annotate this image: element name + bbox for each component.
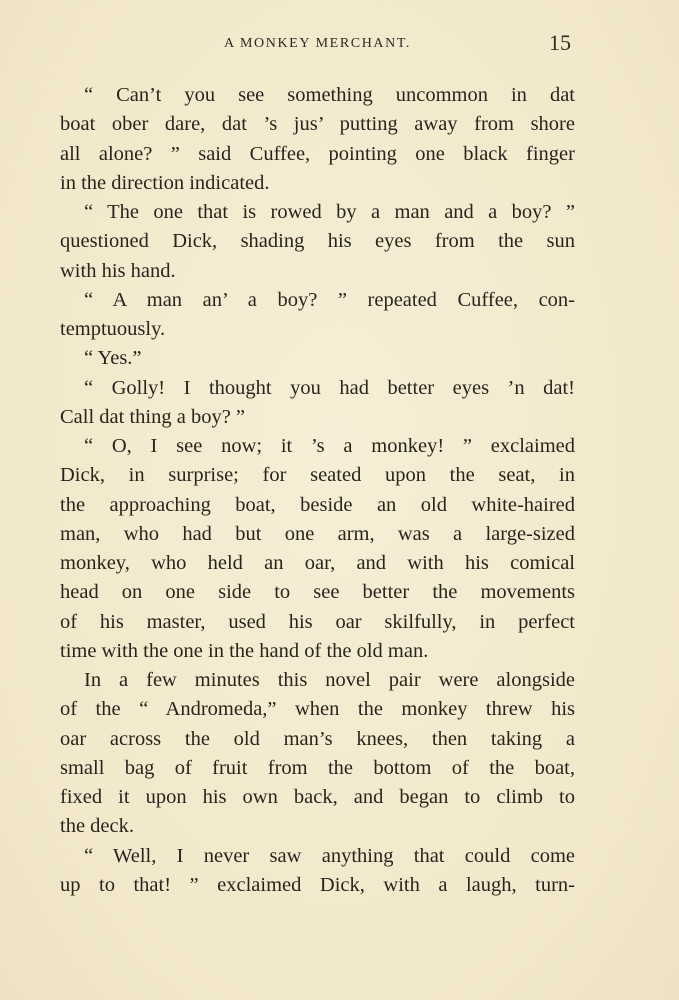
text-line: temptuously.	[60, 318, 166, 340]
text-line: “ Golly! I thought you had better eyes ’n dat!	[84, 376, 575, 399]
text-line: “ O, I see now; it ’s a monkey! ” exclaimed	[84, 435, 575, 457]
text-line: the deck.	[60, 815, 134, 838]
text-line: monkey, who held an oar, and with his comical	[60, 552, 575, 574]
text-line: Call dat thing a boy? ”	[60, 405, 246, 428]
text-line: in the direction indicated.	[60, 171, 270, 194]
text-line: boat ober dare, dat ’s jus’ putting away from shore	[60, 113, 575, 136]
text-line: Dick, in surprise; for seated upon the seat, in	[60, 464, 575, 487]
body-text	[60, 81, 575, 900]
text-line: “ Well, I never saw anything that could come	[84, 844, 575, 867]
text-line: head on one side to see better the movements	[60, 581, 575, 604]
text-line: “ Yes.”	[84, 347, 142, 370]
text-line: “ The one that is rowed by a man and a boy? ”	[84, 201, 575, 223]
text-line: time with the one in the hand of the old man.	[60, 639, 429, 662]
text-line: questioned Dick, shading his eyes from the sun	[60, 230, 575, 253]
text-line: small bag of fruit from the bottom of the boat,	[60, 756, 575, 779]
text-line: man, who had but one arm, was a large-sized	[60, 522, 575, 545]
text-line: the approaching boat, beside an old white-haired	[60, 493, 575, 516]
text-line: “ A man an’ a boy? ” repeated Cuffee, con-	[84, 288, 575, 311]
text-line: In a few minutes this novel pair were alongside	[84, 669, 575, 691]
page-number: 15	[549, 30, 571, 55]
text-line: of his master, used his oar skilfully, in perfect	[60, 610, 575, 633]
running-title: A MONKEY MERCHANT.	[223, 36, 412, 51]
text-line: “ Can’t you see something uncommon in dat	[84, 84, 575, 106]
text-line: fixed it upon his own back, and began to climb to	[60, 786, 575, 808]
page-header	[60, 30, 575, 58]
text-line: of the “ Andromeda,” when the monkey threw his	[60, 698, 575, 721]
text-line: oar across the old man’s knees, then taking a	[60, 727, 575, 750]
text-line: up to that! ” exclaimed Dick, with a laugh, turn-	[60, 873, 575, 896]
text-line: with his hand.	[60, 259, 176, 282]
text-line: all alone? ” said Cuffee, pointing one black finger	[60, 142, 575, 165]
